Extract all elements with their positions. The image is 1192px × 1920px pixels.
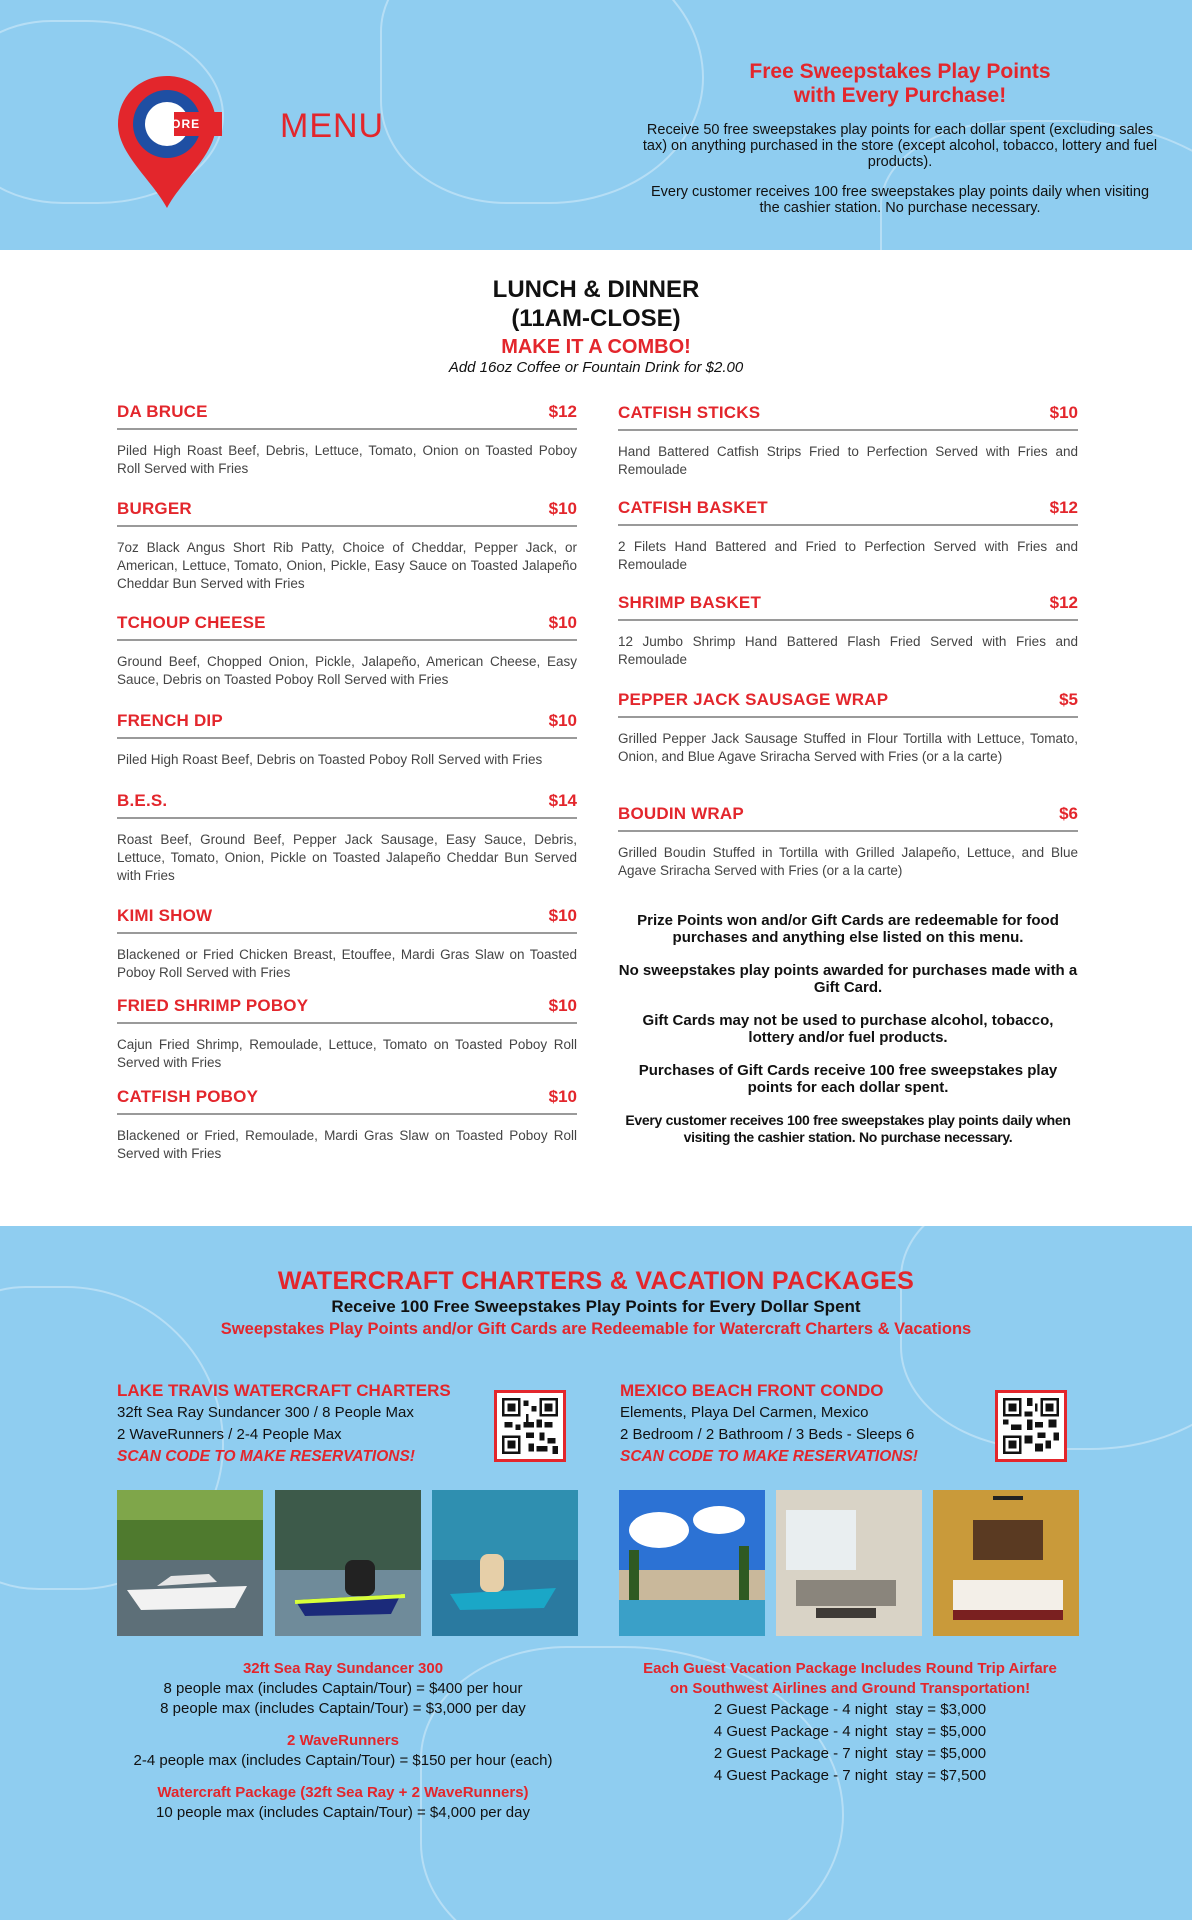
menu-title: MENU: [280, 107, 385, 145]
prize-note: Every customer receives 100 free sweepstakes play points daily when visiting the cashier station. No purchase necessary.: [625, 1112, 1071, 1145]
promo-text: Receive 50 free sweepstakes play points for each dollar spent (excluding sales tax) on anything purchased in the store (except alcohol, tobacco, lottery and fuel products).: [642, 122, 1158, 170]
mexico-title: MEXICO BEACH FRONT CONDO: [620, 1381, 884, 1400]
watercraft-subtitle: Receive 100 Free Sweepstakes Play Points for Every Dollar Spent: [331, 1297, 861, 1316]
item-price: $6: [1059, 804, 1078, 823]
pricing-line: 4 Guest Package - 4 night stay = $5,000: [713, 1723, 987, 1740]
pricing-line: 8 people max (includes Captain/Tour) = $400 per hour: [163, 1680, 523, 1697]
pricing-title: on Southwest Airlines and Ground Transportation!: [669, 1680, 1031, 1697]
pricing-title: Each Guest Vacation Package Includes Round Trip Airfare: [643, 1660, 1057, 1677]
menu-item: [618, 403, 1078, 479]
item-description: Blackened or Fried Chicken Breast, Etouffee, Mardi Gras Slaw on Toasted Poboy Roll Served with Fries: [117, 947, 577, 980]
item-name: FRENCH DIP: [117, 711, 223, 730]
menu-item: [117, 996, 577, 1072]
prize-note: Gift Cards may not be used to purchase alcohol, tobacco, lottery and/or fuel products.: [642, 1012, 1054, 1046]
item-price: $12: [1049, 498, 1078, 517]
item-description: Roast Beef, Ground Beef, Pepper Jack Sausage, Easy Sauce, Debris, Lettuce, Tomato, Onion, Pickle on Toasted Jalapeño Cheddar Bun Served with Fries: [117, 832, 577, 883]
item-price: $10: [1049, 403, 1078, 422]
pricing-line: 10 people max (includes Captain/Tour) = $4,000 per day: [156, 1804, 530, 1821]
lake-travis-qr-code[interactable]: [494, 1390, 566, 1462]
promo-text-daily: Every customer receives 100 free sweepstakes play points daily when visiting the cashier station. No purchase necessary.: [650, 184, 1150, 216]
item-name: TCHOUP CHEESE: [117, 613, 266, 632]
lake-travis-block: [117, 1380, 477, 1468]
item-description: Grilled Boudin Stuffed in Tortilla with Grilled Jalapeño, Lettuce, and Blue Agave Sriracha Served with Fries (or a la carte): [618, 845, 1078, 878]
item-price: $10: [548, 711, 577, 730]
lake-travis-pricing: [88, 1659, 598, 1823]
living-room-photo: [776, 1490, 922, 1636]
waverunner-rider-photo: [432, 1490, 578, 1636]
resort-pool-photo: [619, 1490, 765, 1636]
menu-item: [618, 804, 1078, 880]
item-name: FRIED SHRIMP POBOY: [117, 996, 309, 1015]
waverunner-photo: [275, 1490, 421, 1636]
item-description: Cajun Fried Shrimp, Remoulade, Lettuce, Tomato on Toasted Poboy Roll Served with Fries: [117, 1037, 577, 1070]
menu-item: [117, 906, 577, 982]
pricing-title: 2 WaveRunners: [287, 1732, 399, 1749]
item-name: CATFISH POBOY: [117, 1087, 259, 1106]
mexico-line: Elements, Playa Del Carmen, Mexico: [620, 1404, 869, 1421]
item-price: $14: [548, 791, 577, 810]
watercraft-redeem-note: Sweepstakes Play Points and/or Gift Cards are Redeemable for Watercraft Charters & Vacations: [220, 1320, 972, 1338]
promo-box: [640, 60, 1160, 216]
item-description: 12 Jumbo Shrimp Hand Battered Flash Fried Served with Fries and Remoulade: [618, 634, 1078, 667]
combo-heading: MAKE IT A COMBO!: [501, 336, 691, 358]
menu-item: [618, 690, 1078, 766]
item-price: $5: [1059, 690, 1078, 709]
pricing-line: 8 people max (includes Captain/Tour) = $3,000 per day: [160, 1700, 526, 1717]
watercraft-title: WATERCRAFT CHARTERS & VACATION PACKAGES: [277, 1267, 915, 1295]
item-description: Blackened or Fried, Remoulade, Mardi Gras Slaw on Toasted Poboy Roll Served with Fries: [117, 1128, 577, 1161]
menu-item: [117, 613, 577, 689]
item-name: KIMI SHOW: [117, 906, 213, 925]
item-description: Grilled Pepper Jack Sausage Stuffed in Flour Tortilla with Lettuce, Tomato, Onion, and Blue Agave Sriracha Served with Fries (or a la carte): [618, 731, 1078, 764]
lake-travis-line: 32ft Sea Ray Sundancer 300 / 8 People Max: [117, 1404, 414, 1421]
item-description: Piled High Roast Beef, Debris on Toasted Poboy Roll Served with Fries: [117, 752, 543, 767]
pricing-line: 4 Guest Package - 7 night stay = $7,500: [713, 1767, 987, 1784]
prize-note: Purchases of Gift Cards receive 100 free sweepstakes play points for each dollar spent.: [638, 1062, 1058, 1096]
item-description: Ground Beef, Chopped Onion, Pickle, Jalapeño, American Cheese, Easy Sauce, Debris on Toasted Poboy Roll Served with Fries: [117, 654, 577, 687]
item-price: $10: [548, 996, 577, 1015]
item-name: BOUDIN WRAP: [618, 804, 744, 823]
prize-notes: [618, 912, 1078, 1162]
item-name: DA BRUCE: [117, 402, 208, 421]
pricing-line: 2-4 people max (includes Captain/Tour) = $150 per hour (each): [133, 1752, 553, 1769]
item-name: SHRIMP BASKET: [618, 593, 762, 612]
menu-item: [117, 1087, 577, 1163]
lunch-heading: [0, 275, 1192, 377]
menu-item: [117, 402, 577, 478]
prize-note: No sweepstakes play points awarded for purchases made with a Gift Card.: [618, 962, 1078, 996]
item-name: CATFISH STICKS: [618, 403, 761, 422]
lunch-hours: (11AM-CLOSE): [511, 305, 681, 332]
promo-title-line2: with Every Purchase!: [793, 84, 1007, 107]
mexico-qr-code[interactable]: [995, 1390, 1067, 1462]
menu-item: [618, 498, 1078, 574]
mexico-scan: SCAN CODE TO MAKE RESERVATIONS!: [620, 1448, 918, 1465]
lake-travis-title: LAKE TRAVIS WATERCRAFT CHARTERS: [117, 1381, 451, 1400]
lake-travis-scan: SCAN CODE TO MAKE RESERVATIONS!: [117, 1448, 415, 1465]
boat-photo: [117, 1490, 263, 1636]
menu-item: [117, 791, 577, 885]
pricing-title: Watercraft Package (32ft Sea Ray + 2 WaveRunners): [157, 1784, 529, 1801]
item-description: 7oz Black Angus Short Rib Patty, Choice of Cheddar, Pepper Jack, or American, Lettuce, Tomato, Onion, Pickle, Easy Sauce on Toasted Jalapeño Cheddar Bun Served with Fries: [117, 540, 577, 591]
item-description: 2 Filets Hand Battered and Fried to Perfection Served with Fries and Remoulade: [618, 539, 1078, 572]
combo-subtext: Add 16oz Coffee or Fountain Drink for $2.00: [448, 359, 744, 376]
lunch-title: LUNCH & DINNER: [492, 276, 700, 303]
item-name: PEPPER JACK SAUSAGE WRAP: [618, 690, 889, 709]
menu-item: [618, 593, 1078, 669]
item-price: $10: [548, 499, 577, 518]
logo-text: STORE: [154, 117, 201, 131]
item-price: $10: [548, 1087, 577, 1106]
bedroom-photo: [933, 1490, 1079, 1636]
menu-item: [117, 499, 577, 593]
lake-travis-line: 2 WaveRunners / 2-4 People Max: [117, 1426, 342, 1443]
header-banner: [0, 0, 1192, 250]
pricing-line: 2 Guest Package - 7 night stay = $5,000: [713, 1745, 987, 1762]
item-description: Hand Battered Catfish Strips Fried to Perfection Served with Fries and Remoulade: [618, 444, 1078, 477]
mexico-block: [620, 1380, 980, 1468]
prize-note: Prize Points won and/or Gift Cards are redeemable for food purchases and anything else listed on this menu.: [637, 912, 1059, 946]
watercraft-heading: [0, 1266, 1192, 1340]
item-price: $10: [548, 613, 577, 632]
mexico-line: 2 Bedroom / 2 Bathroom / 3 Beds - Sleeps 6: [620, 1426, 915, 1443]
item-price: $12: [548, 402, 577, 421]
item-description: Piled High Roast Beef, Debris, Lettuce, Tomato, Onion on Toasted Poboy Roll Served with Fries: [117, 443, 577, 476]
pricing-line: 2 Guest Package - 4 night stay = $3,000: [713, 1701, 987, 1718]
store-logo: [112, 72, 222, 212]
item-name: CATFISH BASKET: [618, 498, 768, 517]
watercraft-section: [0, 1226, 1192, 1920]
pricing-title: 32ft Sea Ray Sundancer 300: [242, 1660, 444, 1677]
item-price: $10: [548, 906, 577, 925]
item-price: $12: [1049, 593, 1078, 612]
menu-item: [117, 711, 577, 769]
item-name: B.E.S.: [117, 791, 168, 810]
item-name: BURGER: [117, 499, 192, 518]
mexico-pricing: [600, 1659, 1100, 1787]
promo-title-line1: Free Sweepstakes Play Points: [749, 60, 1051, 83]
